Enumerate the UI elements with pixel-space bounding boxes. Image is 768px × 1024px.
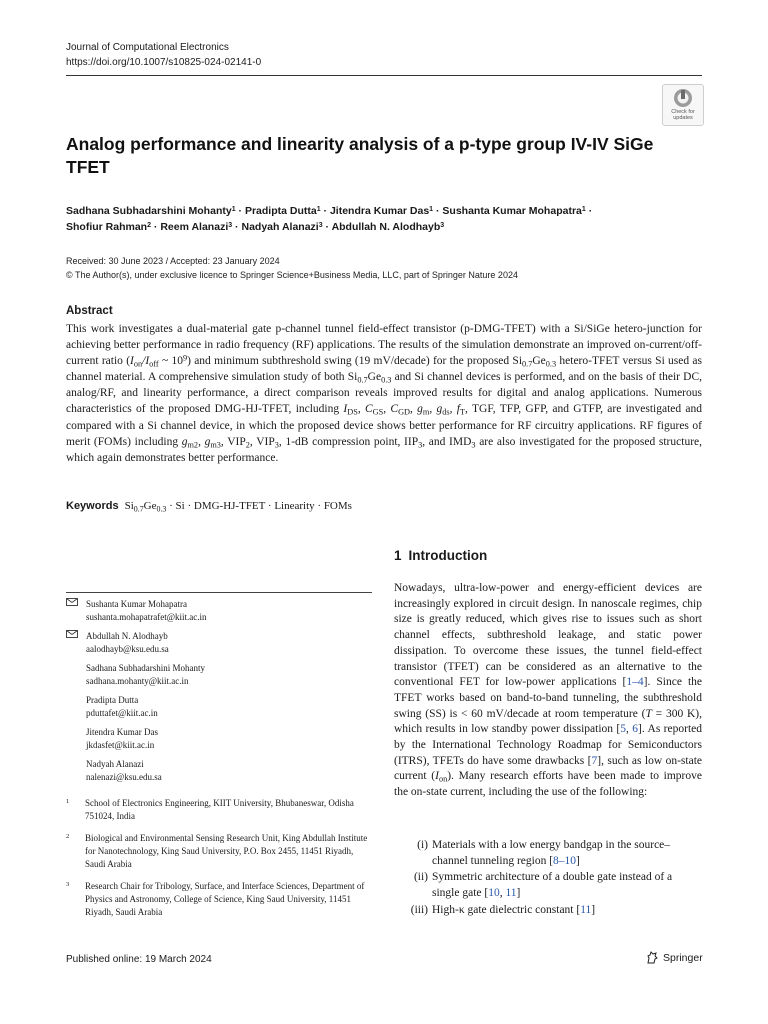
check-for-updates-badge[interactable] [662,84,704,126]
contact-name: Sadhana Subhadarshini Mohanty [86,663,205,673]
copyright-line: © The Author(s), under exclusive licence to Springer Science+Business Media, LLC, part of Springer Nature 2024 [66,270,518,280]
received-accepted: Received: 30 June 2023 / Accepted: 23 January 2024 [66,256,280,266]
publication-dates [66,254,706,282]
affiliation-entry [66,797,372,823]
math-subscript: m [422,407,430,417]
math-symbol: ~ 10 [158,355,183,368]
author-affiliation-mark: 1 [316,206,321,214]
header-divider [66,75,702,76]
abstract-text: are also investigated for the proposed structure, which again demonstrates better performance. [66,435,702,464]
affiliations [66,797,372,928]
springer-horse-icon [646,951,659,964]
abstract-text: , 1-dB compression point, IIP [278,435,419,448]
author-affiliation-mark: 1 [429,206,434,214]
math-symbol: Ge [367,371,382,384]
list-text: High-κ gate dielectric constant [ [432,903,581,916]
list-text: , [499,887,506,900]
abstract-text: hetero-TFET versus Si used as channel material. A comprehensive simulation study of both [66,355,702,384]
abstract-heading: Abstract [66,305,113,317]
author-name: Pradipta Dutta [244,205,317,217]
math-symbol: /I [142,355,150,368]
journal-name: Journal of Computational Electronics [66,42,229,53]
contact-entry [66,630,372,656]
math-symbol: C [364,403,373,416]
section-title: Introduction [408,548,488,563]
list-text: ] [516,887,521,900]
contact-email[interactable]: pduttafet@kiit.ac.in [86,708,158,718]
body-text: , [626,723,633,736]
contact-email[interactable]: sushanta.mohapatrafet@kiit.ac.in [86,612,207,622]
list-marker: (i) [417,839,428,851]
contact-email[interactable]: jkdasfet@kiit.ac.in [86,740,155,750]
affiliation-number: 3 [66,881,70,888]
math-subscript: ds [442,407,450,417]
publisher-logo[interactable] [646,951,703,964]
affiliation-text: Research Chair for Tribology, Surface, and Interface Sciences, Department of Physics and Astronomy, College of Science, King Saud University, 11451 Riyadh, Saudi Arabia [85,881,365,917]
contact-email[interactable]: aalodhayb@ksu.edu.sa [86,644,169,654]
doi-link[interactable]: https://doi.org/10.1007/s10825-024-02141-0 [66,57,262,68]
body-text: ], such as low on-state current ( [394,754,702,783]
math-subscript: 3 [274,440,279,450]
affiliation-number: 1 [66,798,70,805]
author-name: Sushanta Kumar Mohapatra [442,205,582,217]
affiliation-text: School of Electronics Engineering, KIIT University, Bhubaneswar, Odisha 751024, India [85,798,354,821]
contact-entry [66,758,372,784]
math-subscript: DS [347,407,358,417]
author-name: Jitendra Kumar Das [329,205,430,217]
contact-email[interactable]: sadhana.mohanty@kiit.ac.in [86,676,189,686]
citation-link[interactable]: 11 [505,887,517,900]
publisher-name: Springer [663,951,703,964]
list-text: ] [576,854,580,867]
math-symbol: Ge [143,500,157,512]
math-symbol: f [456,403,460,416]
math-subscript: GS [372,407,384,417]
contact-name: Jitendra Kumar Das [86,727,158,737]
body-text: Nowadays, ultra-low-power and energy-efficient devices are increasingly explored in circuit design. In nanoscale regimes, chip size is greatly reduced, which gives rise to issues such as short channel effects, subthreshold leakage, and static power dissipation. To overcome these issues, the tunnel field-effect transistor (TFET) can be considered as an alternative to the conventional FET for low-power applications [ [394,582,702,689]
author-name: Sadhana Subhadarshini Mohanty [66,205,232,217]
check-badge-line2: updates [673,115,693,121]
author-affiliation-mark: 1 [231,206,236,214]
math-symbol: g [436,403,443,416]
math-subscript: T [459,407,466,417]
math-symbol: I [130,355,134,368]
footnote-divider [66,592,372,593]
contact-name: Sushanta Kumar Mohapatra [86,599,187,609]
body-text: ). Many research efforts have been made to improve the on-state current, including the use of the following: [394,770,702,799]
list-text: ] [591,903,596,916]
abstract-text: and Si channel devices is performed, and on the basis of their DC, analog/RF, and linearity performance, a direct comparison reveals improved results for digital and analog applications. Numerous characteristics of the proposed DMG-HJ-TFET, including [66,371,702,416]
list-item [394,838,702,869]
citation-link[interactable]: 10 [488,887,500,900]
author-contacts [66,598,372,790]
abstract-text: ) and minimum subthreshold swing (19 mV/decade) for the proposed [187,355,513,368]
math-subscript: on [133,359,143,369]
contact-name: Pradipta Dutta [86,695,139,705]
section-heading [394,548,487,563]
author-list: Sadhana Subhadarshini Mohanty$^1$ · Pradipta Dutta$^1$ · Jitendra Kumar Das$^1$ · Sushanta Kumar Mohapatra$^1$ · Shofiur Rahman$^2$ · Reem Alanazi$^3$ · Nadyah Alanazi$^3$ · Abdullah N. Alodhayb$^3$ [66,205,593,233]
keywords-list: · Si · DMG-HJ-TFET · Linearity · FOMs [166,500,352,512]
math-subscript: 0.3 [545,359,557,369]
math-symbol: I [343,403,348,416]
crossmark-icon [673,88,693,108]
list-text: Materials with a low energy bandgap in the source–channel tunneling region [ [432,839,671,867]
math-separator: , [357,403,365,416]
keywords [66,500,706,512]
author-name: Nadyah Alanazi [241,220,319,233]
list-item [394,903,702,919]
math-subscript: GD [398,407,411,417]
affiliation-entry [66,880,372,919]
math-symbol: T [645,707,652,720]
math-symbol: Si [512,355,523,368]
citation-link[interactable]: 7 [591,754,598,767]
body-text: ]. As reported by the International Technology Roadmap for Semiconductors (ITRS), TFETs do have some drawbacks [ [394,723,702,767]
intro-list [394,838,702,920]
math-subscript: off [149,359,159,369]
journal-header [66,40,261,70]
contact-entry [66,662,372,688]
contact-email[interactable]: nalenazi@ksu.edu.sa [86,772,162,782]
affiliation-entry [66,832,372,871]
published-online: Published online: 19 March 2024 [66,954,212,965]
keywords-label: Keywords [66,500,119,512]
list-marker: (ii) [413,871,428,884]
contact-name: Nadyah Alanazi [86,759,144,769]
math-subscript: 0.3 [381,375,392,385]
math-subscript: 0.7 [357,375,368,385]
math-symbol: I [435,770,439,783]
math-subscript: 3 [471,440,476,450]
list-text: Symmetric architecture of a double gate instead of a single gate [ [432,871,673,900]
math-symbol: Si [124,500,134,512]
check-badge-line1: Check for [671,109,695,115]
math-subscript: 0.3 [156,504,167,514]
math-subscript: 0.7 [133,504,144,514]
math-subscript: 3 [418,440,423,450]
body-text: ]. Since the TFET works based on band-to-band tunneling, the subthreshold swing (SS) is < 60 mV/decade at room temperature ( [394,676,702,720]
math-symbol: g [181,435,188,448]
math-subscript: on [438,774,448,784]
citation-link[interactable]: 5 [620,723,627,736]
contact-name: Abdullah N. Alodhayb [86,631,168,641]
contact-entry [66,726,372,752]
math-separator: , [198,435,205,448]
author-name: Reem Alanazi [160,220,229,233]
math-symbol: Si [347,371,358,384]
author-affiliation-mark: 3 [228,221,233,229]
math-symbol: g [417,403,423,416]
intro-paragraph [394,581,702,801]
contact-entry [66,598,372,624]
math-subscript: 0.7 [522,359,533,369]
abstract-body [66,321,702,466]
paper-title: Analog performance and linearity analysis of a p-type group IV-IV SiGe TFET [66,134,654,177]
math-separator: , [449,403,457,416]
envelope-icon [66,630,78,638]
math-subscript: m3 [210,440,221,450]
contact-entry [66,694,372,720]
affiliation-text: Biological and Environmental Sensing Research Unit, King Abdullah Institute for Nanotechnology, King Saud University, P.O. Box 2455, 11451 Riyadh, Saudi Arabia [85,833,368,869]
math-symbol: Ge [532,355,546,368]
list-item [394,870,702,901]
abstract-text: This work investigates a dual-material gate p-channel tunnel field-effect transistor (p-DMG-TFET) with a Si/SiGe hetero-junction for achieving better performance in radio frequency (RF) applications. The results of the simulation demonstrate an improved on-current/off-current ratio ( [66,323,702,368]
body-text: = 300 K), which results in low standby power dissipation [ [394,707,702,736]
math-superscript: 9 [182,353,188,363]
affiliation-number: 2 [66,833,70,840]
math-subscript: 2 [245,440,250,450]
citation-link[interactable]: 11 [580,903,592,916]
author-name: Shofiur Rahman [66,220,148,233]
math-separator: , [383,403,391,416]
math-symbol: g [204,435,211,448]
author-name: Abdullah N. Alodhayb [331,220,441,233]
citation-link[interactable]: 1–4 [626,676,644,689]
author-affiliation-mark: 3 [318,221,323,229]
math-separator: , [429,403,437,416]
section-number: 1 [394,548,402,563]
abstract-text: , TGF, TFP, GFP, and GTFP, are investigated and compared with a Si channel device, in which the proposed device shows better performance for RF circuitry applications. RF figures of merit (FOMs) including [66,403,703,448]
citation-link[interactable]: 6 [632,723,639,736]
citation-link[interactable]: 8–10 [553,854,577,867]
math-symbol: C [390,403,399,416]
envelope-icon [66,598,78,606]
abstract-text: , VIP [249,435,275,448]
author-affiliation-mark: 3 [440,221,445,229]
math-separator: , [410,403,418,416]
math-subscript: m2 [187,440,199,450]
author-affiliation-mark: 1 [581,206,586,214]
list-marker: (iii) [410,903,428,916]
abstract-text: , and IMD [422,435,472,448]
abstract-text: , VIP [220,435,246,448]
author-affiliation-mark: 2 [147,221,151,229]
